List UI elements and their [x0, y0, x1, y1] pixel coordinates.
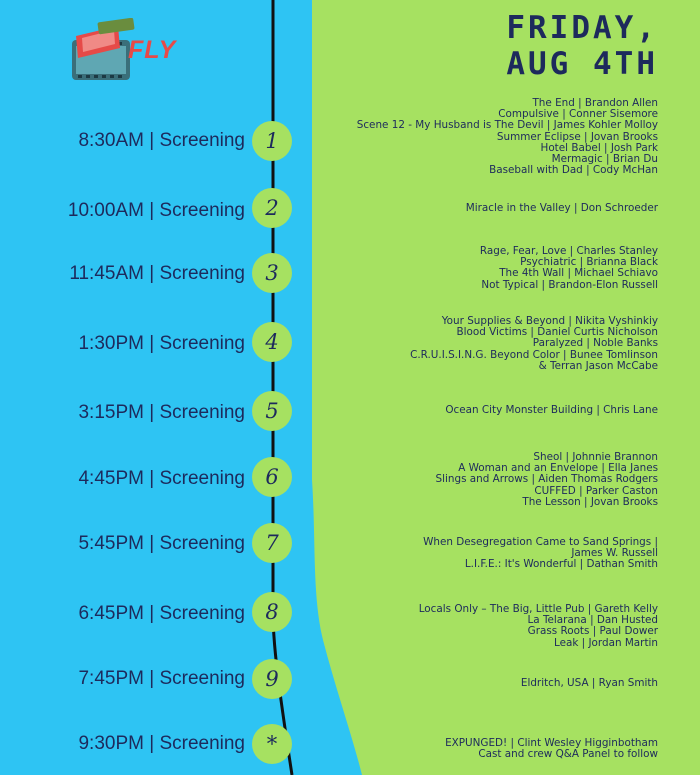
logo-text: FLY — [128, 36, 177, 64]
film-entry: Sheol | Johnnie Brannon — [533, 451, 658, 463]
slot-films — [338, 98, 658, 176]
date-line-2: AUG 4TH — [506, 46, 658, 82]
film-entry: Eldritch, USA | Ryan Smith — [520, 677, 658, 689]
slot-films — [338, 316, 658, 372]
film-entry: Mermagic | Brian Du — [551, 153, 658, 166]
slot-time: 11:45AM | Screening — [69, 263, 245, 284]
slot-time: 8:30AM | Screening — [78, 130, 245, 151]
slot-time: 7:45PM | Screening — [78, 668, 245, 689]
slot-films — [338, 604, 658, 649]
film-entry: C.R.U.I.S.I.N.G. Beyond Color | Bunee Tomlinson — [410, 348, 658, 361]
date-line-1: FRIDAY, — [506, 10, 658, 46]
slot-films — [338, 246, 658, 291]
slot-time: 9:30PM | Screening — [78, 733, 245, 754]
slot-marker: 9 — [252, 659, 292, 699]
film-entry: Scene 12 - My Husband is The Devil | James Kohler Molloy — [356, 119, 658, 132]
slot-marker: 6 — [252, 457, 292, 497]
slot-films — [338, 405, 658, 416]
film-entry: Cast and crew Q&A Panel to follow — [478, 748, 658, 761]
slot-time: 10:00AM | Screening — [67, 200, 245, 221]
film-entry: Grass Roots | Paul Dower — [527, 625, 658, 638]
film-entry: L.I.F.E.: It's Wonderful | Dathan Smith — [464, 558, 658, 571]
film-entry: Ocean City Monster Building | Chris Lane — [445, 404, 658, 416]
slot-films — [338, 738, 658, 760]
film-entry: Baseball with Dad | Cody McHan — [489, 164, 658, 177]
film-entry: CUFFED | Parker Caston — [534, 484, 658, 497]
film-entry: The End | Brandon Allen — [532, 97, 658, 109]
film-entry: Miracle in the Valley | Don Schroeder — [465, 202, 658, 214]
film-entry: Your Supplies & Beyond | Nikita Vyshinkiy — [441, 315, 658, 327]
film-entry: Leak | Jordan Martin — [553, 636, 658, 649]
film-entry: Hotel Babel | Josh Park — [540, 141, 658, 154]
slot-marker: 5 — [252, 391, 292, 431]
slot-time: 6:45PM | Screening — [78, 603, 245, 624]
film-entry: Compulsive | Conner Sisemore — [498, 108, 658, 121]
slot-marker: 2 — [252, 188, 292, 228]
film-entry: When Desegregation Came to Sand Springs | — [423, 536, 658, 548]
film-entry: Slings and Arrows | Aiden Thomas Rodgers — [435, 473, 658, 486]
film-entry: Psychiatric | Brianna Black — [520, 256, 658, 269]
slot-films — [338, 678, 658, 689]
film-entry: Summer Eclipse | Jovan Brooks — [496, 130, 658, 143]
slot-marker: 3 — [252, 253, 292, 293]
slot-films — [338, 452, 658, 508]
film-entry: Paralyzed | Noble Banks — [532, 337, 658, 350]
film-entry: Blood Victims | Daniel Curtis Nicholson — [456, 326, 658, 339]
slot-marker: 1 — [252, 121, 292, 161]
film-entry: Locals Only – The Big, Little Pub | Gareth Kelly — [418, 603, 658, 615]
slot-films — [338, 203, 658, 214]
slot-marker: * — [252, 724, 292, 764]
slot-marker: 8 — [252, 592, 292, 632]
slot-time: 5:45PM | Screening — [78, 533, 245, 554]
slot-marker: 7 — [252, 523, 292, 563]
film-entry: James W. Russell — [571, 547, 658, 560]
slot-marker: 4 — [252, 322, 292, 362]
slot-time: 1:30PM | Screening — [78, 333, 245, 354]
film-entry: La Telarana | Dan Husted — [527, 614, 658, 627]
film-entry: EXPUNGED! | Clint Wesley Higginbotham — [445, 737, 658, 749]
slot-films — [338, 537, 658, 571]
film-entry: The Lesson | Jovan Brooks — [522, 495, 658, 508]
film-entry: Not Typical | Brandon-Elon Russell — [481, 278, 658, 291]
slot-time: 4:45PM | Screening — [78, 468, 245, 489]
slot-time: 3:15PM | Screening — [78, 402, 245, 423]
film-entry: The 4th Wall | Michael Schiavo — [499, 267, 658, 280]
page-title — [506, 10, 658, 82]
film-entry: A Woman and an Envelope | Ella Janes — [458, 462, 658, 475]
film-entry: & Terran Jason McCabe — [538, 359, 658, 372]
film-entry: Rage, Fear, Love | Charles Stanley — [479, 245, 658, 257]
